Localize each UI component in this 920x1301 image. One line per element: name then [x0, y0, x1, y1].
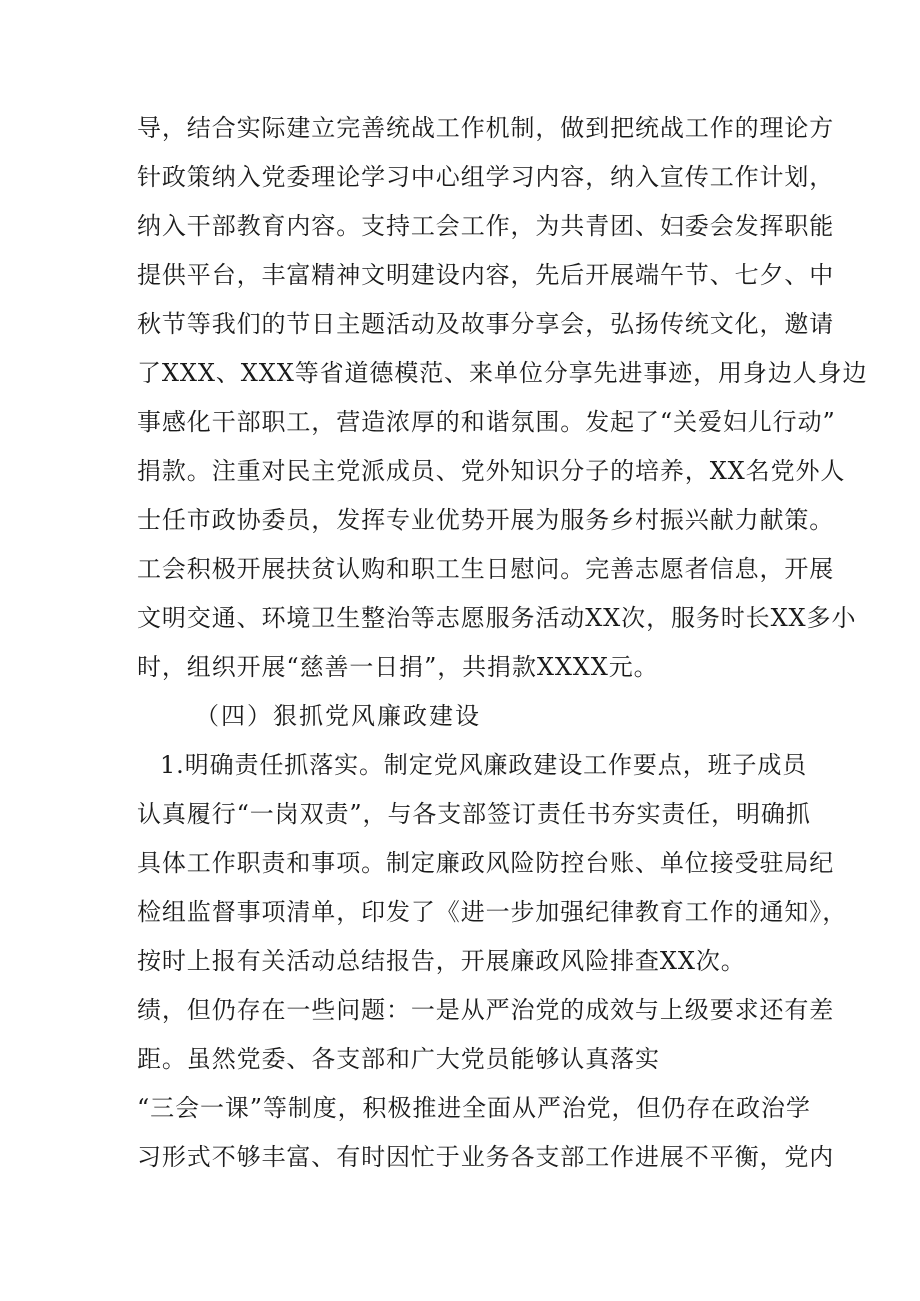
body-text-line: 士任市政协委员，发挥专业优势开展为服务乡村振兴献力献策。 — [137, 506, 835, 534]
body-text-line: 导，结合实际建立完善统战工作机制，做到把统战工作的理论方 — [137, 114, 835, 142]
body-text-line: 绩，但仍存在一些问题：一是从严治党的成效与上级要求还有差 — [137, 996, 835, 1024]
body-text-line: 工会积极开展扶贫认购和职工生日慰问。完善志愿者信息，开展 — [137, 555, 835, 583]
body-text-line: 事感化干部职工，营造浓厚的和谐氛围。发起了“关爱妇儿行动” — [137, 408, 836, 436]
body-text-line: 提供平台，丰富精神文明建设内容，先后开展端午节、七夕、中 — [137, 261, 835, 289]
body-text-line: 了XXX、XXX等省道德模范、来单位分享先进事迹，用身边人身边 — [137, 359, 868, 387]
body-text-line: 1.明确责任抓落实。制定党风廉政建设工作要点，班子成员 — [160, 751, 808, 779]
body-text-line: 认真履行“一岗双责”，与各支部签订责任书夯实责任，明确抓 — [137, 800, 811, 828]
body-text-line: 检组监督事项清单，印发了《进一步加强纪律教育工作的通知》， — [137, 898, 848, 926]
section-heading: （四）狠抓党风廉政建设 — [195, 702, 481, 730]
body-text-line: 针政策纳入党委理论学习中心组学习内容，纳入宣传工作计划， — [137, 163, 835, 191]
body-text-line: 秋节等我们的节日主题活动及故事分享会，弘扬传统文化，邀请 — [137, 310, 835, 338]
body-text-line: 文明交通、环境卫生整治等志愿服务活动XX次，服务时长XX多小 — [137, 604, 857, 632]
body-text-line: 具体工作职责和事项。制定廉政风险防控台账、单位接受驻局纪 — [137, 849, 835, 877]
body-text-line: “三会一课”等制度，积极推进全面从严治党，但仍存在政治学 — [137, 1094, 811, 1122]
body-text-line: 捐款。注重对民主党派成员、党外知识分子的培养，XX名党外人 — [137, 457, 846, 485]
body-text-line: 时，组织开展“慈善一日捐”，共捐款XXXX元。 — [137, 653, 659, 681]
body-text-line: 习形式不够丰富、有时因忙于业务各支部工作进展不平衡，党内 — [137, 1143, 835, 1171]
body-text-line: 距。虽然党委、各支部和广大党员能够认真落实 — [137, 1045, 660, 1073]
body-text-line: 纳入干部教育内容。支持工会工作，为共青团、妇委会发挥职能 — [137, 212, 835, 240]
body-text-line: 按时上报有关活动总结报告，开展廉政风险排查XX次。 — [137, 947, 746, 975]
